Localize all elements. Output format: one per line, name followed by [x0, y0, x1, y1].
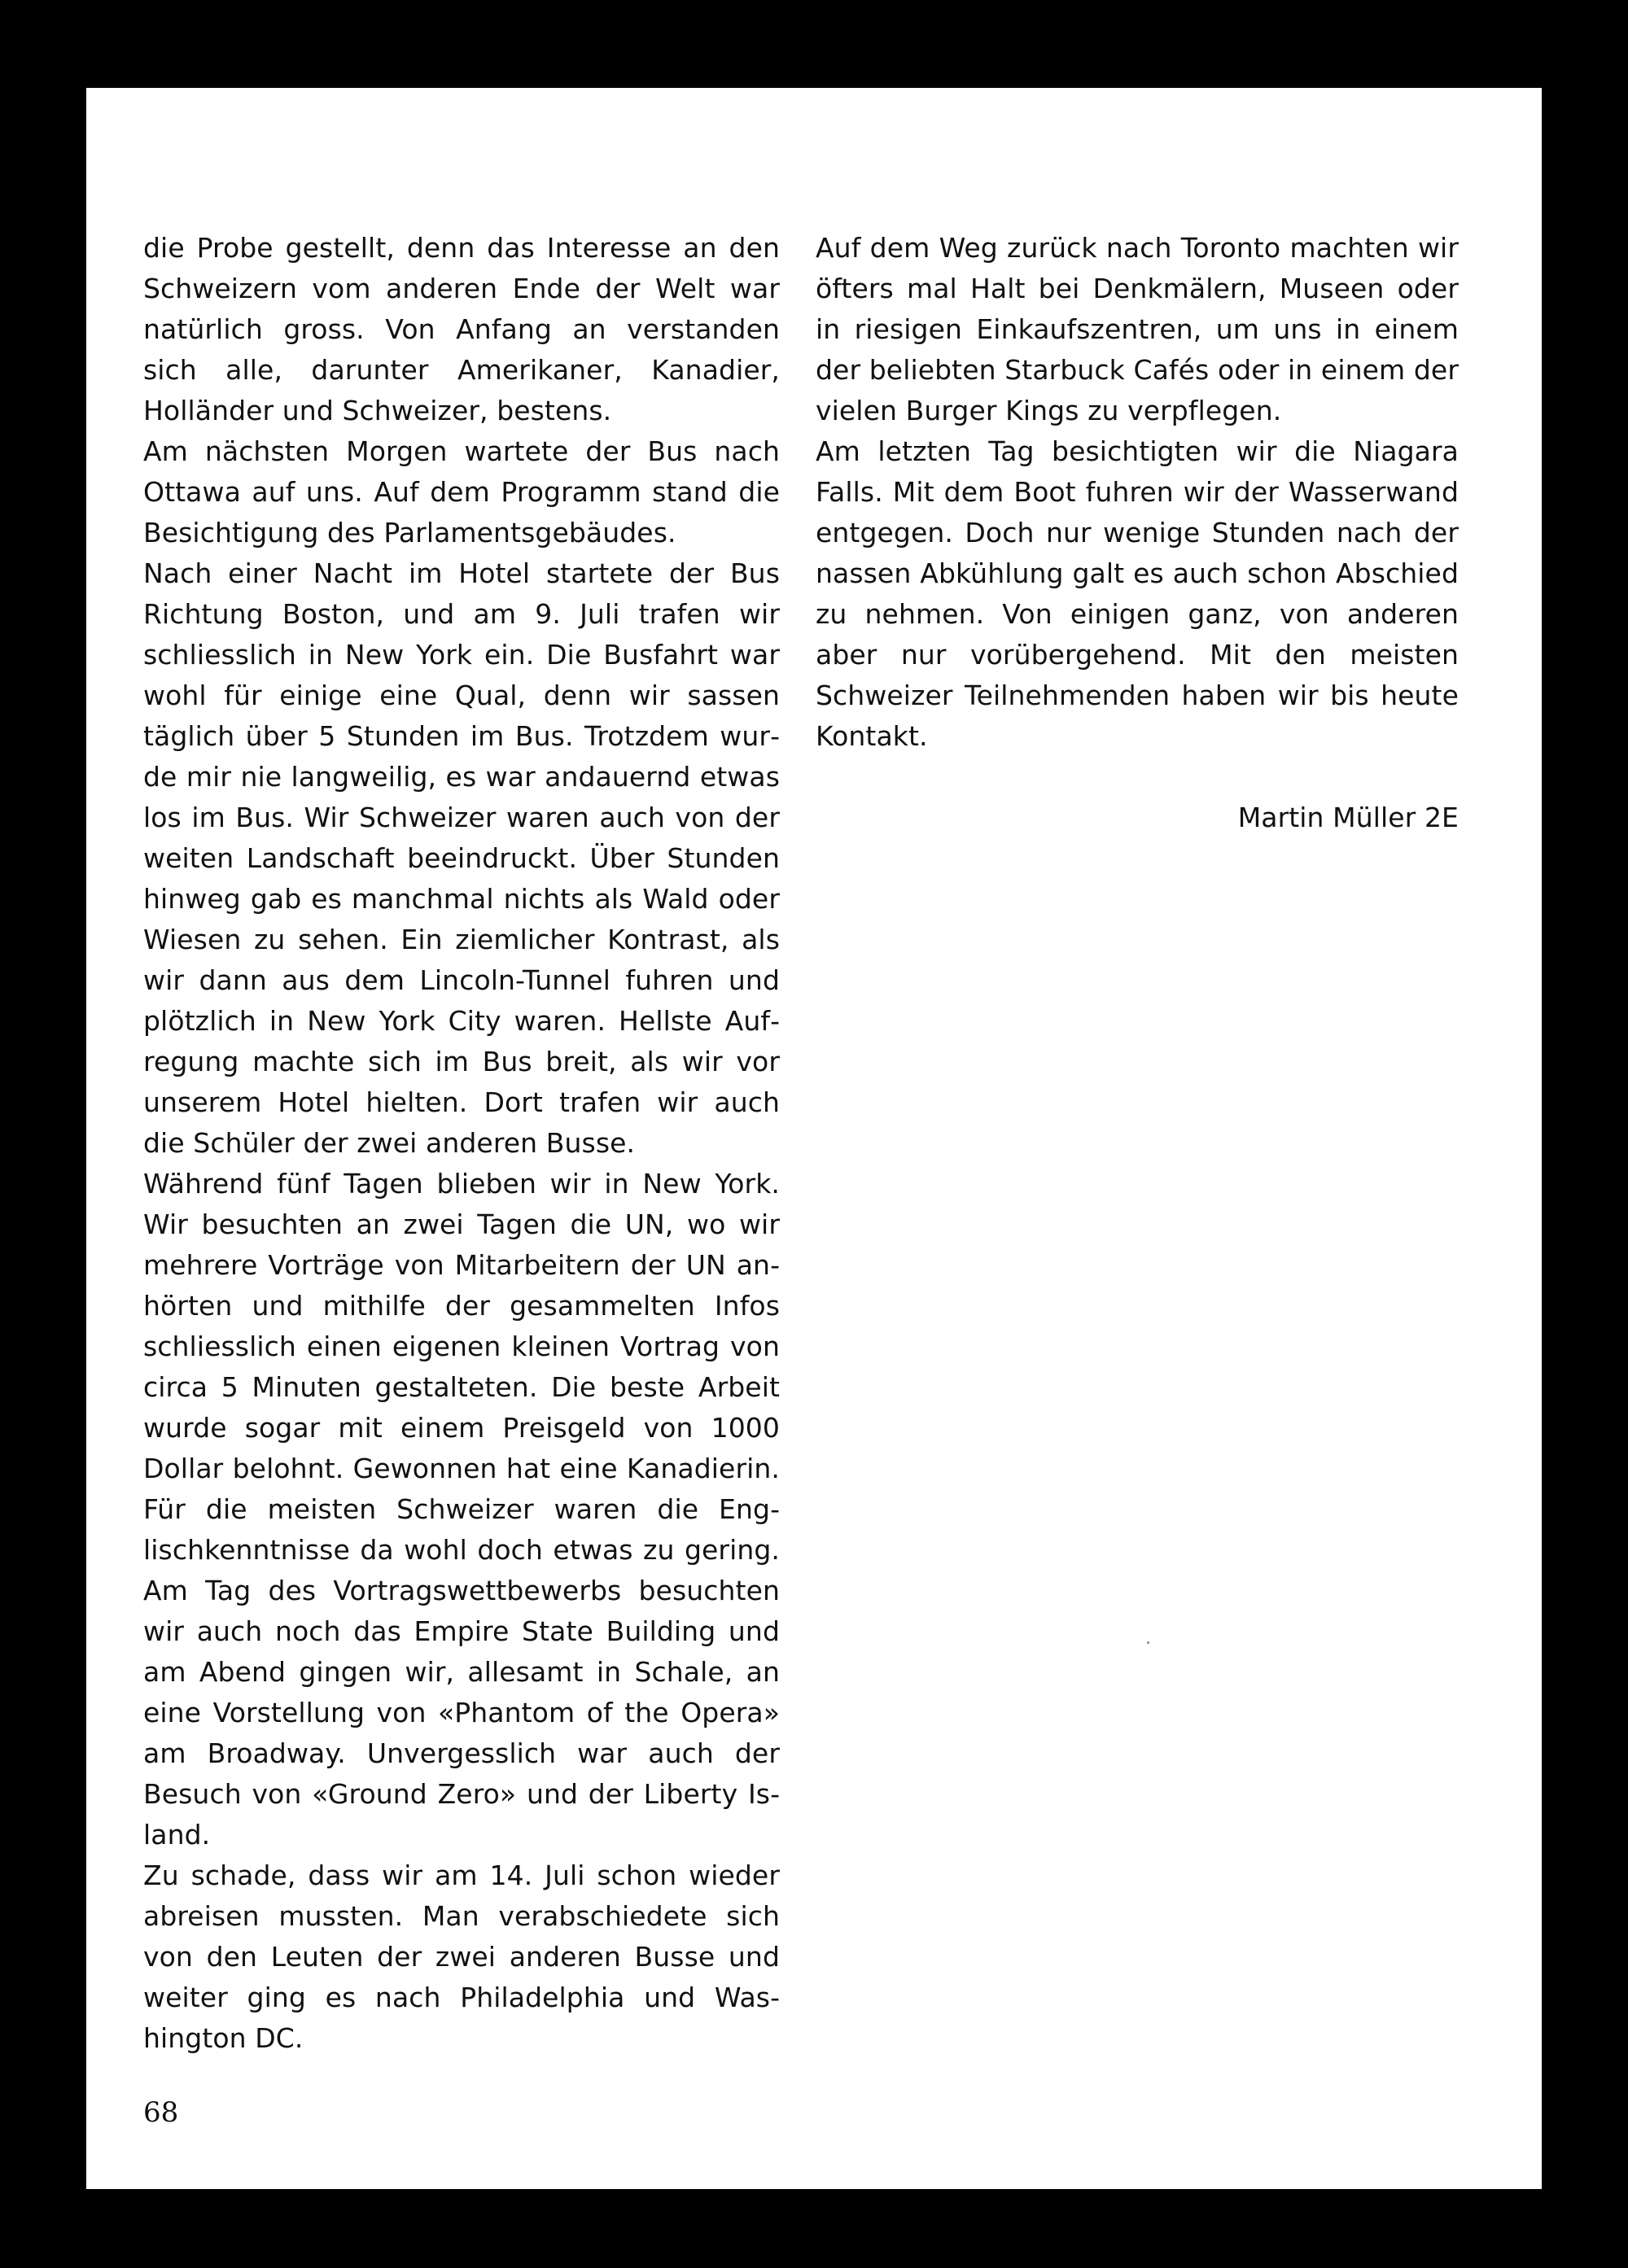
- document-page: [86, 88, 1542, 2189]
- paragraph: die Probe gestellt, denn das Interesse an den Schweizern vom anderen Ende der Welt war natürlich gross. Von Anfang an verstanden sich alle, darunter Amerikaner, Kanadier, Holländer und Schweizer, bestens.: [143, 232, 780, 426]
- paragraph: Während fünf Tagen blieben wir in New York. Wir besuchten an zwei Tagen die UN, wo wir mehrere Vorträge von Mitarbeitern der UN anhörten und mithilfe der gesammelten Infos schliesslich einen eigenen kleinen Vortrag von circa 5 Minuten gestalteten. Die beste Arbeit wurde sogar mit einem Preisgeld von 1000 Dollar belohnt. Gewonnen hat eine Kanadierin. Für die meisten Schweizer waren die Englischkenntnisse da wohl doch etwas zu gering. Am Tag des Vortragswettbewerbs besuchten wir auch noch das Empire State Building und am Abend gingen wir, allesamt in Schale, an eine Vorstellung von «Phantom of the Opera» am Broadway. Unvergesslich war auch der Besuch von «Ground Zero» und der Liberty Island.: [143, 1168, 780, 1851]
- paragraph: Am nächsten Morgen wartete der Bus nach Ottawa auf uns. Auf dem Programm stand die Besichtigung des Parlamentsgebäudes.: [143, 435, 780, 548]
- left-text-column: [143, 228, 780, 2059]
- scan-speck: [1147, 1641, 1149, 1644]
- author-signature: Martin Müller 2E: [1237, 802, 1459, 833]
- paragraph: Am letzten Tag besichtigten wir die Niagara Falls. Mit dem Boot fuhren wir der Wasserwand entgegen. Doch nur wenige Stunden nach der nassen Abkühlung galt es auch schon Abschied zu nehmen. Von einigen ganz, von anderen aber nur vorübergehend. Mit den meisten Schweizer Teilnehmenden haben wir bis heute Kontakt.: [816, 435, 1459, 752]
- paragraph: Auf dem Weg zurück nach Toronto machten wir öfters mal Halt bei Denkmälern, Museen oder in riesigen Einkaufszentren, um uns in einem der beliebten Starbuck Cafés oder in einem der vielen Burger Kings zu verpflegen.: [816, 232, 1459, 426]
- right-text-column: [816, 228, 1459, 838]
- paragraph: Zu schade, dass wir am 14. Juli schon wieder abreisen mussten. Man verabschiedete sich von den Leuten der zwei anderen Busse und weiter ging es nach Philadelphia und Washington DC.: [143, 1859, 780, 2054]
- paragraph: Nach einer Nacht im Hotel startete der Bus Richtung Boston, und am 9. Juli trafen wir schliesslich in New York ein. Die Busfahrt war wohl für einige eine Qual, denn wir sassen täglich über 5 Stunden im Bus. Trotzdem wurde mir nie langweilig, es war andauernd etwas los im Bus. Wir Schweizer waren auch von der weiten Landschaft beeindruckt. Über Stunden hinweg gab es manchmal nichts als Wald oder Wiesen zu sehen. Ein ziemlicher Kontrast, als wir dann aus dem Lincoln-Tunnel fuhren und plötzlich in New York City waren. Hellste Aufregung machte sich im Bus breit, als wir vor unserem Hotel hielten. Dort trafen wir auch die Schüler der zwei anderen Busse.: [143, 557, 780, 1159]
- page-number: 68: [143, 2096, 179, 2129]
